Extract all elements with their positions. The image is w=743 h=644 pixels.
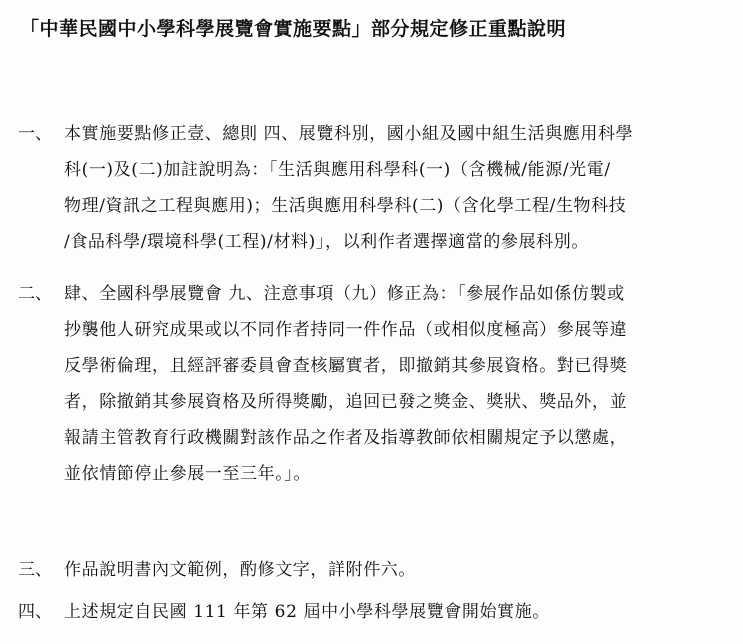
item-body bbox=[64, 552, 728, 588]
document-title: 「中華民國中小學科學展覽會實施要點」部分規定修正重點說明 bbox=[20, 18, 567, 40]
list-item bbox=[18, 276, 728, 492]
item-line: 反學術倫理，且經評審委員會查核屬實者，即撤銷其參展資格。對已得獎 bbox=[64, 356, 628, 376]
item-number: 三、 bbox=[18, 560, 52, 580]
item-line: 肆、全國科學展覽會 九、注意事項（九）修正為：「參展作品如係仿製或 bbox=[64, 284, 625, 304]
item-line: 報請主管教育行政機關對該作品之作者及指導教師依相關規定予以懲處， bbox=[64, 428, 628, 448]
item-body bbox=[64, 116, 728, 260]
list-item bbox=[18, 116, 728, 260]
item-line: 本實施要點修正壹、總則 四、展覽科別，國小組及國中組生活與應用科學 bbox=[64, 124, 634, 144]
item-line: 物理/資訊之工程與應用)；生活與應用科學科(二)（含化學工程/生物科技 bbox=[64, 196, 627, 216]
item-body bbox=[64, 276, 728, 492]
item-line: 作品說明書內文範例，酌修文字，詳附件六。 bbox=[64, 560, 416, 580]
item-body bbox=[64, 594, 728, 630]
list-item bbox=[18, 594, 728, 630]
list-item bbox=[18, 552, 728, 588]
item-number: 四、 bbox=[18, 602, 52, 622]
item-line: 科(一)及(二)加註說明為：「生活與應用科學科(一)（含機械/能源/光電/ bbox=[64, 160, 611, 180]
item-line: 者，除撤銷其參展資格及所得獎勵，追回已發之獎金、獎狀、獎品外，並 bbox=[64, 392, 628, 412]
item-line: 並依情節停止參展一至三年。」。 bbox=[64, 464, 311, 484]
item-number: 二、 bbox=[18, 284, 52, 304]
item-line: 上述規定自民國 111 年第 62 屆中小學科學展覽會開始實施。 bbox=[64, 602, 550, 622]
item-line: 抄襲他人研究成果或以不同作者持同一件作品（或相似度極高）參展等違 bbox=[64, 320, 628, 340]
item-number: 一、 bbox=[18, 124, 52, 144]
item-line: /食品科學/環境科學(工程)/材料)」，以利作者選擇適當的參展科別。 bbox=[64, 232, 589, 252]
